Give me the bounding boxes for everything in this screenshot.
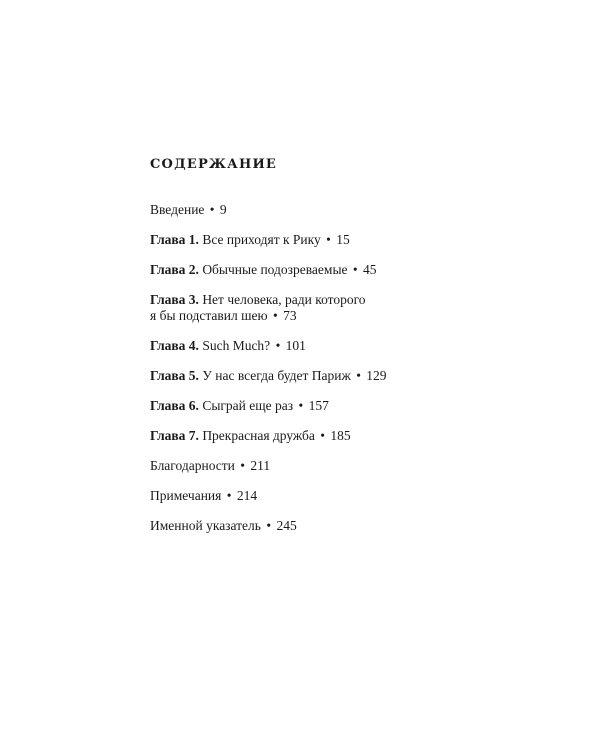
toc-page-number: 157: [308, 398, 329, 413]
toc-separator: •: [295, 398, 307, 413]
toc-page-number: 9: [219, 202, 227, 217]
toc-chapter-number: Глава 4.: [150, 338, 199, 353]
toc-separator: •: [272, 338, 284, 353]
toc-entry-title: Сыграй еще раз: [202, 398, 294, 413]
toc-entry-chapter-3: [150, 292, 450, 324]
toc-entry-chapter-6: [150, 398, 450, 414]
toc-separator: •: [236, 458, 249, 473]
toc-entry-title: Именной указатель: [150, 518, 261, 533]
toc-separator: •: [349, 262, 362, 277]
toc-separator: •: [316, 428, 329, 443]
toc-page-number: 129: [366, 368, 387, 383]
toc-entry-notes: [150, 488, 450, 504]
toc-entry-title: У нас всегда будет Париж: [202, 368, 351, 383]
toc-chapter-number: Глава 5.: [150, 368, 199, 383]
toc-entry-title: Such Much?: [202, 338, 271, 353]
toc-page-number: 245: [276, 518, 297, 533]
toc-page-number: 15: [336, 232, 350, 247]
toc-page-number: 101: [285, 338, 306, 353]
toc-separator: •: [262, 518, 275, 533]
toc-separator: •: [223, 488, 235, 503]
toc-entry-title: Благодарности: [150, 458, 235, 473]
toc-chapter-number: Глава 7.: [150, 428, 199, 443]
toc-chapter-number: Глава 3.: [150, 292, 199, 307]
toc-entry-title: Обычные подозреваемые: [202, 262, 348, 277]
toc-entry-introduction: [150, 202, 450, 218]
toc-chapter-number: Глава 2.: [150, 262, 199, 277]
toc-page-number: 45: [363, 262, 377, 277]
toc-page-number: 214: [236, 488, 258, 503]
toc-separator: •: [322, 232, 335, 247]
toc-separator: •: [206, 202, 218, 217]
toc-entry-name-index: [150, 518, 450, 534]
toc-page-number: 73: [283, 308, 297, 323]
toc-entry-chapter-2: [150, 262, 450, 278]
toc-chapter-number: Глава 1.: [150, 232, 199, 247]
toc-entry-title: Все приходят к Рику: [202, 232, 321, 247]
contents-heading: СОДЕРЖАНИЕ: [150, 157, 278, 172]
toc-separator: •: [269, 308, 282, 323]
toc-entry-chapter-5: [150, 368, 450, 384]
toc-chapter-number: Глава 6.: [150, 398, 199, 413]
table-of-contents: [150, 202, 450, 548]
toc-entry-chapter-7: [150, 428, 450, 444]
toc-entry-title: Нет человека, ради которого: [202, 292, 366, 307]
toc-entry-title: Введение: [150, 202, 205, 217]
toc-entry-title-line-2: я бы подставил шею: [150, 308, 268, 323]
toc-entry-acknowledgements: [150, 458, 450, 474]
toc-entry-chapter-4: [150, 338, 450, 354]
toc-page-number: 185: [330, 428, 351, 443]
toc-separator: •: [352, 368, 365, 383]
toc-entry-chapter-1: [150, 232, 450, 248]
toc-page-number: 211: [250, 458, 271, 473]
toc-entry-title: Прекрасная дружба: [202, 428, 315, 443]
toc-entry-title: Примечания: [150, 488, 222, 503]
